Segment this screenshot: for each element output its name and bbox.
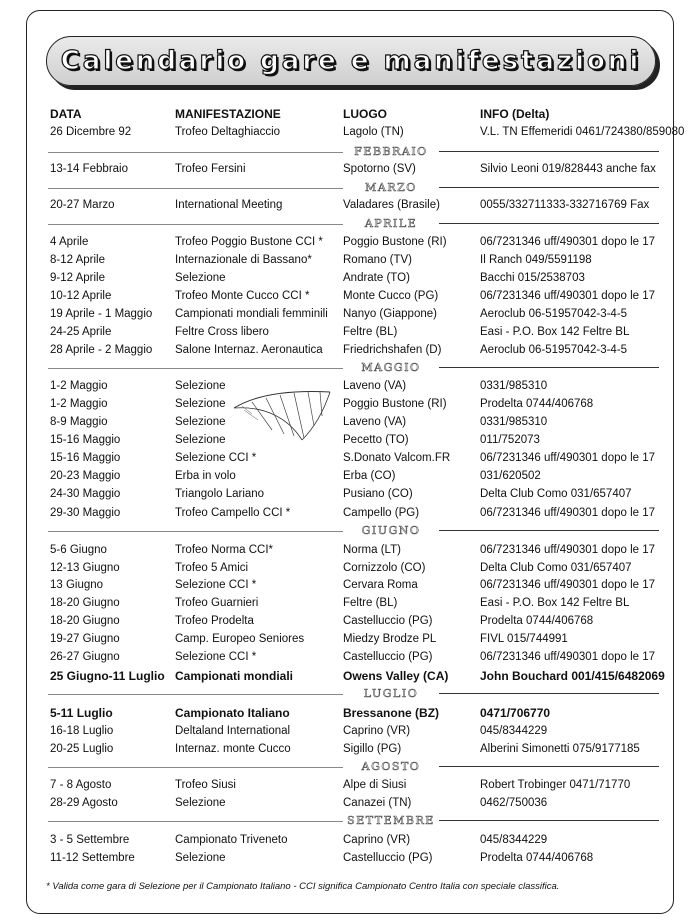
cell-manifestazione: Campionati mondiali — [175, 669, 294, 683]
footnote: * Valida come gara di Selezione per il Campionato Italiano - CCI significa Campionato Centro Italia con speciale classifica. — [46, 881, 560, 892]
month-separator-settembre — [343, 813, 659, 829]
cell-manifestazione: Selezione — [175, 434, 226, 446]
cell-data: 11-12 Settembre — [50, 852, 135, 864]
header-luogo: LUOGO — [343, 107, 387, 121]
cell-data: 28 Aprile - 2 Maggio — [50, 344, 153, 356]
header-data: DATA — [50, 107, 82, 121]
cell-manifestazione: Trofeo Prodelta — [175, 615, 254, 627]
cell-manifestazione: Trofeo Poggio Bustone CCI * — [175, 236, 323, 248]
cell-manifestazione: Selezione CCI * — [175, 651, 257, 663]
cell-manifestazione: Trofeo Guarnieri — [175, 597, 259, 609]
cell-luogo: Lagolo (TN) — [343, 126, 404, 138]
cell-manifestazione: Internazionale di Bassano* — [175, 254, 312, 266]
cell-info: 045/8344229 — [480, 834, 548, 846]
cell-manifestazione: Campionato Triveneto — [175, 834, 288, 846]
cell-info: Il Ranch 049/5591198 — [480, 254, 592, 266]
cell-manifestazione: Trofeo Deltaghiaccio — [175, 126, 281, 138]
cell-data: 18-20 Giugno — [50, 615, 120, 627]
cell-info: 0471/706770 — [480, 706, 551, 720]
cell-info: Robert Trobinger 0471/71770 — [480, 779, 631, 791]
cell-luogo: Castelluccio (PG) — [343, 615, 433, 627]
cell-info: 031/620502 — [480, 470, 541, 482]
cell-data: 20-25 Luglio — [50, 743, 114, 755]
cell-luogo: Monte Cucco (PG) — [343, 290, 439, 302]
cell-data: 13 Giugno — [50, 579, 104, 591]
cell-luogo: Castelluccio (PG) — [343, 852, 433, 864]
cell-manifestazione: Selezione — [175, 852, 226, 864]
month-label: APRILE — [343, 216, 439, 232]
cell-data: 9-12 Aprile — [50, 272, 105, 284]
cell-info: 06/7231346 uff/490301 dopo le 17 — [480, 544, 656, 556]
cell-luogo: Alpe di Siusi — [343, 779, 407, 791]
cell-data: 13-14 Febbraio — [50, 163, 128, 175]
cell-data: 5-6 Giugno — [50, 544, 107, 556]
cell-data: 28-29 Agosto — [50, 797, 118, 809]
cell-data: 3 - 5 Settembre — [50, 834, 130, 846]
cell-luogo: Valadares (Brasile) — [343, 199, 440, 211]
cell-luogo: Sigillo (PG) — [343, 743, 402, 755]
cell-info: 011/752073 — [480, 434, 540, 446]
cell-manifestazione: Selezione — [175, 272, 226, 284]
header-info: INFO (Delta) — [480, 107, 550, 121]
cell-info: Alberini Simonetti 075/9177185 — [480, 743, 640, 755]
cell-manifestazione: Deltaland International — [175, 725, 291, 737]
cell-luogo: Cervara Roma — [343, 579, 418, 591]
month-label: LUGLIO — [343, 686, 439, 702]
cell-manifestazione: Trofeo 5 Amici — [175, 562, 249, 574]
cell-info: V.L. TN Effemeridi 0461/724380/859080 — [480, 126, 685, 138]
cell-manifestazione: Selezione CCI * — [175, 452, 257, 464]
cell-info: Bacchi 015/2538703 — [480, 272, 585, 284]
cell-info: 0331/985310 — [480, 416, 548, 428]
cell-data: 4 Aprile — [50, 236, 89, 248]
cell-luogo: Campello (PG) — [343, 507, 420, 519]
cell-manifestazione: Trofeo Siusi — [175, 779, 236, 791]
cell-info: 06/7231346 uff/490301 dopo le 17 — [480, 290, 656, 302]
month-label: MARZO — [343, 180, 439, 196]
month-separator-febbraio — [343, 144, 659, 160]
cell-manifestazione: Selezione CCI * — [175, 579, 257, 591]
cell-luogo: Canazei (TN) — [343, 797, 412, 809]
cell-manifestazione: Campionati mondiali femminili — [175, 308, 328, 320]
cell-manifestazione: Selezione — [175, 380, 226, 392]
cell-manifestazione: Campionato Italiano — [175, 706, 290, 720]
cell-data: 19-27 Giugno — [50, 633, 120, 645]
cell-info: Prodelta 0744/406768 — [480, 852, 594, 864]
cell-info: 0462/750036 — [480, 797, 548, 809]
month-separator-marzo — [343, 180, 659, 196]
cell-data: 8-12 Aprile — [50, 254, 105, 266]
cell-manifestazione: Erba in volo — [175, 470, 236, 482]
cell-luogo: Miedzy Brodze PL — [343, 633, 437, 645]
cell-data: 5-11 Luglio — [50, 706, 113, 720]
cell-manifestazione: Feltre Cross libero — [175, 326, 269, 338]
cell-manifestazione: International Meeting — [175, 199, 283, 211]
month-separator-maggio — [343, 360, 659, 376]
cell-info: Easi - P.O. Box 142 Feltre BL — [480, 326, 630, 338]
cell-data: 7 - 8 Agosto — [50, 779, 112, 791]
month-label: GIUGNO — [343, 523, 439, 539]
cell-manifestazione: Trofeo Norma CCI* — [175, 544, 273, 556]
divider — [48, 152, 343, 153]
cell-manifestazione: Internaz. monte Cucco — [175, 743, 291, 755]
cell-luogo: Friedrichshafen (D) — [343, 344, 442, 356]
cell-data: 26-27 Giugno — [50, 651, 120, 663]
cell-luogo: Erba (CO) — [343, 470, 396, 482]
cell-info: 06/7231346 uff/490301 dopo le 17 — [480, 651, 656, 663]
cell-info: John Bouchard 001/415/6482069 — [480, 669, 665, 683]
cell-luogo: Poggio Bustone (RI) — [343, 398, 447, 410]
cell-info: 0055/332711333-332716769 Fax — [480, 199, 650, 211]
cell-luogo: Feltre (BL) — [343, 597, 398, 609]
cell-luogo: Pusiano (CO) — [343, 488, 413, 500]
cell-info: Aeroclub 06-51957042-3-4-5 — [480, 344, 628, 356]
wing-sketch-illustration — [232, 386, 332, 442]
cell-info: 06/7231346 uff/490301 dopo le 17 — [480, 579, 656, 591]
cell-info: Prodelta 0744/406768 — [480, 615, 594, 627]
cell-luogo: Laveno (VA) — [343, 416, 407, 428]
cell-manifestazione: Camp. Europeo Seniores — [175, 633, 305, 645]
cell-data: 26 Dicembre 92 — [50, 126, 132, 138]
divider — [48, 531, 343, 532]
cell-info: 06/7231346 uff/490301 dopo le 17 — [480, 452, 656, 464]
cell-data: 8-9 Maggio — [50, 416, 108, 428]
cell-manifestazione: Trofeo Fersini — [175, 163, 246, 175]
cell-manifestazione: Triangolo Lariano — [175, 488, 265, 500]
cell-manifestazione: Trofeo Campello CCI * — [175, 507, 291, 519]
cell-data: 24-25 Aprile — [50, 326, 112, 338]
cell-info: 0331/985310 — [480, 380, 548, 392]
cell-data: 29-30 Maggio — [50, 507, 121, 519]
cell-luogo: Feltre (BL) — [343, 326, 398, 338]
cell-data: 20-23 Maggio — [50, 470, 121, 482]
cell-luogo: Caprino (VR) — [343, 834, 411, 846]
divider — [48, 224, 343, 225]
cell-data: 18-20 Giugno — [50, 597, 120, 609]
cell-info: Prodelta 0744/406768 — [480, 398, 594, 410]
cell-luogo: Laveno (VA) — [343, 380, 407, 392]
cell-info: Easi - P.O. Box 142 Feltre BL — [480, 597, 630, 609]
cell-data: 25 Giugno-11 Luglio — [50, 669, 165, 683]
month-separator-giugno — [343, 523, 659, 539]
cell-data: 16-18 Luglio — [50, 725, 114, 737]
month-separator-agosto — [343, 759, 659, 775]
cell-data: 15-16 Maggio — [50, 452, 121, 464]
cell-luogo: Bressanone (BZ) — [343, 706, 440, 720]
cell-luogo: S.Donato Valcom.FR — [343, 452, 451, 464]
cell-luogo: Spotorno (SV) — [343, 163, 416, 175]
cell-manifestazione: Salone Internaz. Aeronautica — [175, 344, 323, 356]
cell-info: Silvio Leoni 019/828443 anche fax — [480, 163, 656, 175]
cell-data: 12-13 Giugno — [50, 562, 120, 574]
cell-data: 10-12 Aprile — [50, 290, 112, 302]
divider — [48, 188, 343, 189]
title-banner — [46, 36, 656, 86]
divider — [48, 767, 343, 768]
cell-luogo: Andrate (TO) — [343, 272, 410, 284]
header-manifestazione: MANIFESTAZIONE — [175, 107, 281, 121]
month-separator-aprile — [343, 216, 659, 232]
cell-data: 15-16 Maggio — [50, 434, 121, 446]
page-title: Calendario gare e manifestazioni — [60, 46, 642, 76]
cell-data: 20-27 Marzo — [50, 199, 115, 211]
cell-manifestazione: Trofeo Monte Cucco CCI * — [175, 290, 310, 302]
cell-luogo: Poggio Bustone (RI) — [343, 236, 447, 248]
divider — [48, 368, 343, 369]
month-label: FEBBRAIO — [343, 144, 439, 160]
month-label: MAGGIO — [343, 360, 439, 376]
cell-info: Delta Club Como 031/657407 — [480, 488, 632, 500]
cell-luogo: Cornizzolo (CO) — [343, 562, 426, 574]
cell-luogo: Owens Valley (CA) — [343, 669, 449, 683]
cell-luogo: Castelluccio (PG) — [343, 651, 433, 663]
cell-info: Aeroclub 06-51957042-3-4-5 — [480, 308, 628, 320]
month-label: SETTEMBRE — [343, 813, 439, 829]
cell-info: 06/7231346 uff/490301 dopo le 17 — [480, 236, 656, 248]
cell-data: 1-2 Maggio — [50, 398, 108, 410]
divider — [48, 821, 343, 822]
cell-info: FIVL 015/744991 — [480, 633, 568, 645]
cell-luogo: Caprino (VR) — [343, 725, 411, 737]
divider — [48, 694, 343, 695]
month-separator-luglio — [343, 686, 659, 702]
cell-data: 19 Aprile - 1 Maggio — [50, 308, 153, 320]
month-label: AGOSTO — [343, 759, 439, 775]
cell-info: 06/7231346 uff/490301 dopo le 17 — [480, 507, 656, 519]
cell-luogo: Nanyo (Giappone) — [343, 308, 437, 320]
cell-manifestazione: Selezione — [175, 797, 226, 809]
cell-luogo: Pecetto (TO) — [343, 434, 409, 446]
cell-info: 045/8344229 — [480, 725, 548, 737]
cell-manifestazione: Selezione — [175, 416, 226, 428]
cell-data: 24-30 Maggio — [50, 488, 121, 500]
cell-info: Delta Club Como 031/657407 — [480, 562, 632, 574]
cell-manifestazione: Selezione — [175, 398, 226, 410]
cell-luogo: Norma (LT) — [343, 544, 401, 556]
cell-data: 1-2 Maggio — [50, 380, 108, 392]
cell-luogo: Romano (TV) — [343, 254, 413, 266]
